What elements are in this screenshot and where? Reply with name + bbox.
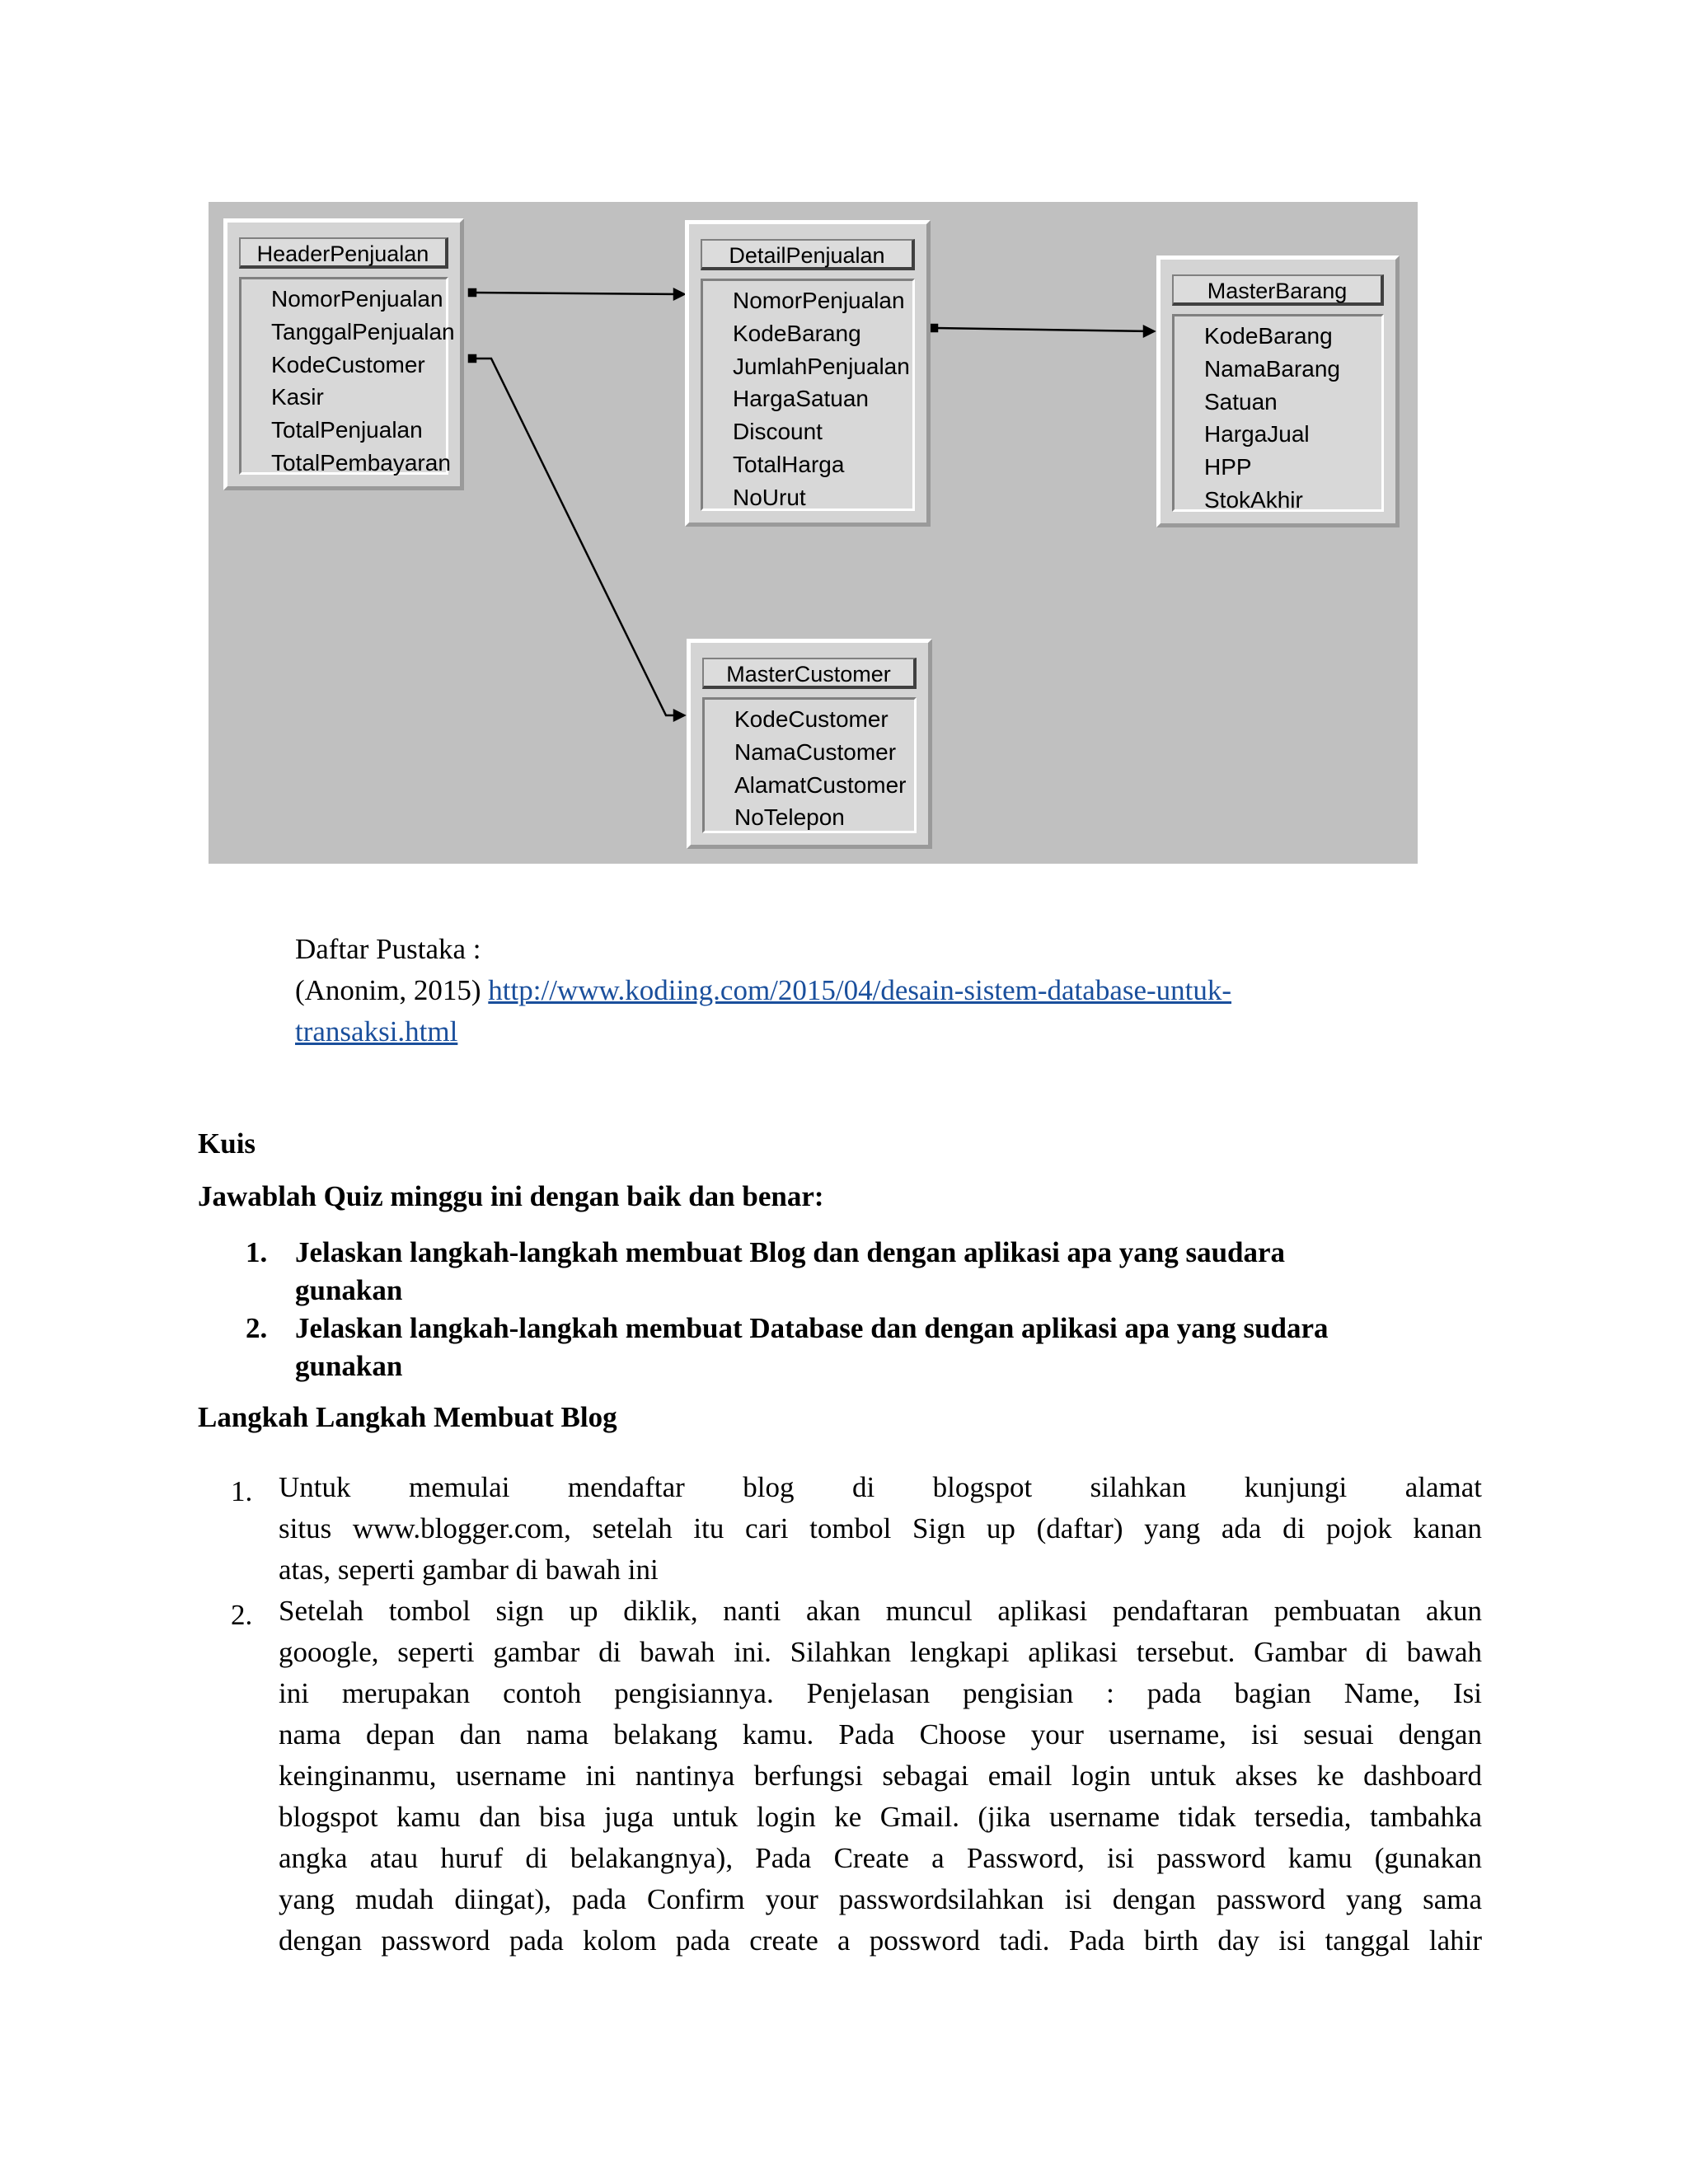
reference-citation: (Anonim, 2015) [295, 974, 481, 1006]
quiz-instruction: Jawablah Quiz minggu ini dengan baik dan benar: [198, 1180, 824, 1212]
step-line: Untuk memulai mendaftar blog di blogspot silahkan kunjungi alamat [279, 1471, 1482, 1503]
relation-header-customer [472, 359, 682, 715]
field: HargaSatuan [733, 386, 870, 412]
field: NomorPenjualan [271, 286, 443, 312]
question-text: Jelaskan langkah-langkah membuat Blog dan dengan aplikasi apa yang saudara [295, 1236, 1286, 1268]
field: KodeBarang [1204, 323, 1333, 349]
field: JumlahPenjualan [733, 353, 910, 379]
blog-heading: Langkah Langkah Membuat Blog [198, 1401, 617, 1433]
step-text [279, 1591, 1482, 1961]
question-text: Jelaskan langkah-langkah membuat Database dan dengan aplikasi apa yang sudara [295, 1312, 1329, 1344]
question-text-continued: gunakan [295, 1350, 403, 1382]
field: StokAkhir [1204, 486, 1303, 513]
field: NoTelepon [734, 804, 845, 831]
field: Discount [733, 419, 823, 445]
references-heading: Daftar Pustaka : [295, 933, 481, 965]
table-title: HeaderPenjualan [239, 237, 448, 269]
step-line: atas, seperti gambar di bawah ini [279, 1554, 659, 1586]
field: TotalPenjualan [271, 417, 423, 443]
quiz-title: Kuis [198, 1127, 256, 1160]
field: TotalPembayaran [271, 449, 451, 476]
field: AlamatCustomer [734, 771, 907, 798]
question-text-continued: gunakan [295, 1274, 403, 1306]
table-fields [701, 279, 915, 511]
table-title: DetailPenjualan [701, 239, 915, 270]
table-title: MasterCustomer [702, 658, 917, 689]
table-title: MasterBarang [1172, 274, 1384, 306]
field: Satuan [1204, 388, 1278, 415]
table-master-barang [1156, 255, 1400, 527]
field: HargaJual [1204, 421, 1310, 448]
step-line: yang mudah diingat), pada Confirm your passwordsilahkan isi dengan password yang sama [279, 1883, 1482, 1915]
question-number: 1. [246, 1236, 268, 1268]
step-number: 1. [231, 1475, 253, 1507]
field: TanggalPenjualan [271, 318, 455, 344]
table-header-penjualan [223, 218, 464, 490]
question-number: 2. [246, 1312, 268, 1344]
step-line: nama depan dan nama belakang kamu. Pada Choose your username, isi sesuai dengan [279, 1718, 1482, 1750]
relation-detail-barang [934, 328, 1152, 331]
field: NamaCustomer [734, 738, 897, 765]
table-master-customer [687, 639, 932, 849]
field: HPP [1204, 454, 1252, 480]
step-text [279, 1467, 1482, 1591]
field: TotalHarga [733, 451, 845, 477]
step-line: blogspot kamu dan bisa juga untuk login ke Gmail. (jika username tidak tersedia, tambahka [279, 1801, 1482, 1833]
reference-entry [295, 974, 1231, 1007]
field: KodeCustomer [271, 351, 425, 377]
table-fields [702, 697, 917, 833]
field: NomorPenjualan [733, 288, 905, 313]
step-line: ini merupakan contoh pengisiannya. Penjelasan pengisian : pada bagian Name, Isi [279, 1677, 1482, 1709]
step-line: situs www.blogger.com, setelah itu cari tombol Sign up (daftar) yang ada di pojok kanan [279, 1512, 1482, 1544]
field: KodeBarang [733, 320, 861, 346]
table-detail-penjualan [685, 220, 931, 527]
field: NoUrut [733, 484, 806, 510]
reference-link-part2[interactable]: transaksi.html [295, 1015, 458, 1047]
step-line: dengan password pada kolom pada create a possword tadi. Pada birth day isi tanggal lahir [279, 1924, 1482, 1957]
step-line: Setelah tombol sign up diklik, nanti akan muncul aplikasi pendaftaran pembuatan akun [279, 1595, 1482, 1627]
field: NamaBarang [1204, 355, 1340, 382]
reference-link-continued [295, 1015, 457, 1048]
relation-header-detail [472, 293, 682, 294]
step-line: gooogle, seperti gambar di bawah ini. Silahkan lengkapi aplikasi tersebut. Gambar di bawah [279, 1636, 1482, 1668]
step-line: angka atau huruf di belakangnya), Pada Create a Password, isi password kamu (gunakan [279, 1842, 1482, 1874]
er-diagram [209, 202, 1418, 864]
table-fields [239, 277, 455, 476]
reference-link[interactable]: http://www.kodiing.com/2015/04/desain-sistem-database-untuk- [488, 974, 1232, 1006]
field: KodeCustomer [734, 706, 889, 732]
step-number: 2. [231, 1599, 253, 1631]
field: Kasir [271, 384, 324, 410]
step-line: keinginanmu, username ini nantinya berfungsi sebagai email login untuk akses ke dashboard [279, 1760, 1482, 1792]
table-fields [1172, 314, 1384, 512]
